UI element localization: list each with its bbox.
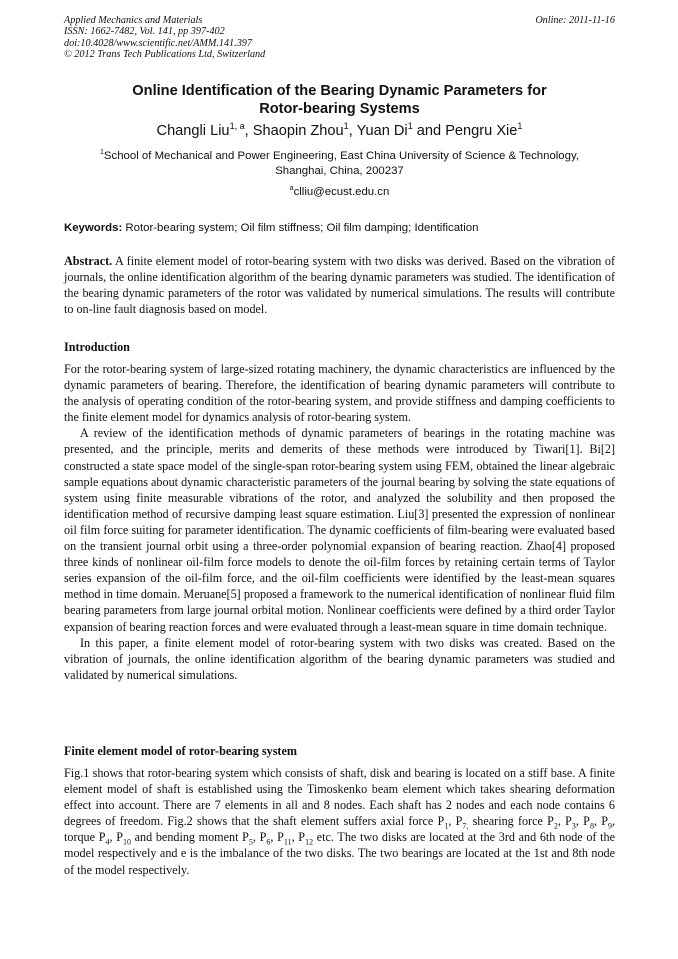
author-list	[64, 122, 615, 140]
author-name: Yuan Di	[356, 123, 408, 139]
subscript: 2	[553, 821, 558, 831]
email-address: clliu@ecust.edu.cn	[293, 186, 390, 198]
fem-body	[64, 765, 615, 878]
abstract-text: A finite element model of rotor-bearing system with two disks was derived. Based on the vibration of journals, the online identification algorithm of the bearing dynamic parameters was studied. The identification of the bearing dynamic parameters of the rotor was validated by numerical simulations. The results will contribute to on-line fault diagnosis based on model.	[64, 254, 615, 317]
doi-line: doi:10.4028/www.scientific.net/AMM.141.397	[64, 37, 252, 49]
paragraph: A review of the identification methods of dynamic parameters of bearings in the rotating machine was presented, and the principle, merits and demerits of these methods were introduced by Tiwari[1]. Bi[2] constructed a state space model of the single-span rotor-bearing system using FEM, obtained the linear algebraic sample equations about dynamic characteristic parameters of the journal bearing by solving the state equations of system using finite measurable vibrations of the rotor, and analyzed the solubility and then proposed the identification method of recursive damping least square estimation. Liu[3] presented the expression of nonlinear oil film force suiting for parameter identification. The dynamic coefficients of film-bearing were evaluated based on the transient journal orbit using a three-order polynomial expansion of bearing reaction. Zhao[4] proposed three kinds of nonlinear oil-film force models to denote the oil-film forces by retaining certain terms of Taylor series expansion of the oil-film force, and the oil-film coefficients were identified by the least-mean squares method in time domain. Meruane[5] proposed a framework to the numerical identification of nonlinear fluid film bearing parameters from large journal orbital motion. Nonlinear coefficients were defined by a third order Taylor expansion of bearing reaction forces and were evaluated through a least-mean square in time domain technique.	[64, 426, 615, 634]
online-date: Online: 2011-11-16	[535, 15, 615, 26]
affiliation-mark: 1	[99, 149, 104, 157]
text-run: , P	[593, 814, 608, 829]
author-affiliation-mark: 1	[343, 121, 349, 132]
subscript: 9	[607, 821, 612, 831]
text-run: etc. The two disks are located at the 3rd and 6th node of the model respectively and e is the imbalance of the two disks. The two bearings are located at the 1st and 8th node of the model respectively.	[64, 830, 615, 877]
author-email	[64, 185, 615, 200]
paper-title	[64, 82, 615, 118]
author-affiliation-mark: 1	[517, 121, 523, 132]
affiliation-line-1: School of Mechanical and Power Engineering, East China University of Science & Technology,	[103, 150, 579, 162]
journal-header	[64, 15, 265, 61]
subscript: 11	[283, 837, 292, 847]
subscript: 8	[589, 821, 594, 831]
subscript: 3	[571, 821, 576, 831]
journal-name: Applied Mechanics and Materials	[64, 15, 203, 26]
subscript: 6	[266, 837, 271, 847]
text-run: , P	[109, 830, 123, 845]
copyright-line: © 2012 Trans Tech Publications Ltd, Switzerland	[64, 49, 266, 61]
section-heading-fem: Finite element model of rotor-bearing system	[64, 744, 297, 758]
abstract-label: Abstract.	[64, 254, 113, 268]
keywords-text: Rotor-bearing system; Oil film stiffness; Oil film damping; Identification	[122, 222, 479, 234]
text-run: , P	[270, 830, 284, 845]
issn-line: ISSN: 1662-7482, Vol. 141, pp 397-402	[64, 26, 225, 38]
subscript: 4	[105, 837, 110, 847]
text-run: shearing force P	[468, 814, 554, 829]
text-run: , P	[575, 814, 590, 829]
subscript: 7,	[462, 821, 469, 831]
author-affiliation-mark: 1, a	[229, 121, 245, 132]
paragraph	[64, 765, 615, 878]
affiliation	[64, 149, 615, 179]
text-run: , P	[291, 830, 306, 845]
text-run: and bending moment P	[130, 830, 249, 845]
text-run: , P	[557, 814, 572, 829]
paragraph: For the rotor-bearing system of large-sized rotating machinery, the dynamic characteristics are influenced by the dynamic parameters of bearing. Therefore, the identification of bearing dynamic parameters will contribute to the analysis of operating condition of the rotor-bearing system, and provide stiffness and damping coefficients to the finite element model for dynamics analysis of rotor-bearing system.	[64, 362, 615, 425]
author-separator: ,	[244, 123, 253, 139]
text-run: , P	[448, 814, 463, 829]
paragraph: In this paper, a finite element model of rotor-bearing system with two disks was created. Based on the vibration of journals, the online identification algorithm of the bearing dynamic parameters was studied and validated by numerical simulations.	[64, 635, 615, 682]
author-name: Shaopin Zhou	[252, 123, 344, 139]
author-name: Pengru Xie	[445, 123, 518, 139]
subscript: 1	[444, 821, 449, 831]
keywords-label: Keywords:	[64, 222, 123, 234]
subscript: 12	[305, 837, 314, 847]
keywords	[64, 221, 615, 236]
introduction-body	[64, 361, 615, 683]
text-run: Fig.1 shows that rotor-bearing system which consists of shaft, disk and bearing is located on a stiff base. A finite element model of shaft is established using the Timoskenko beam element which takes shearing deformation effect into account. There are 7 elements in all and 8 nodes. Each shaft has 2 nodes and each node contains 6 degrees of freedom. Fig.2 shows that the shaft element suffers axial force P	[64, 766, 615, 829]
text-run: , P	[252, 830, 267, 845]
text-run: , torque P	[64, 814, 616, 845]
author-name: Changli Liu	[156, 123, 230, 139]
author-separator: ,	[348, 123, 357, 139]
subscript: 5	[248, 837, 253, 847]
title-line-2: Rotor-bearing Systems	[259, 101, 420, 117]
author-affiliation-mark: 1	[407, 121, 413, 132]
author-separator: and	[412, 123, 446, 139]
abstract	[64, 253, 615, 317]
section-heading-introduction: Introduction	[64, 340, 130, 354]
subscript: 10	[122, 837, 131, 847]
title-line-1: Online Identification of the Bearing Dynamic Parameters for	[132, 83, 547, 99]
email-mark: a	[289, 185, 294, 193]
affiliation-line-2: Shanghai, China, 200237	[275, 165, 404, 177]
